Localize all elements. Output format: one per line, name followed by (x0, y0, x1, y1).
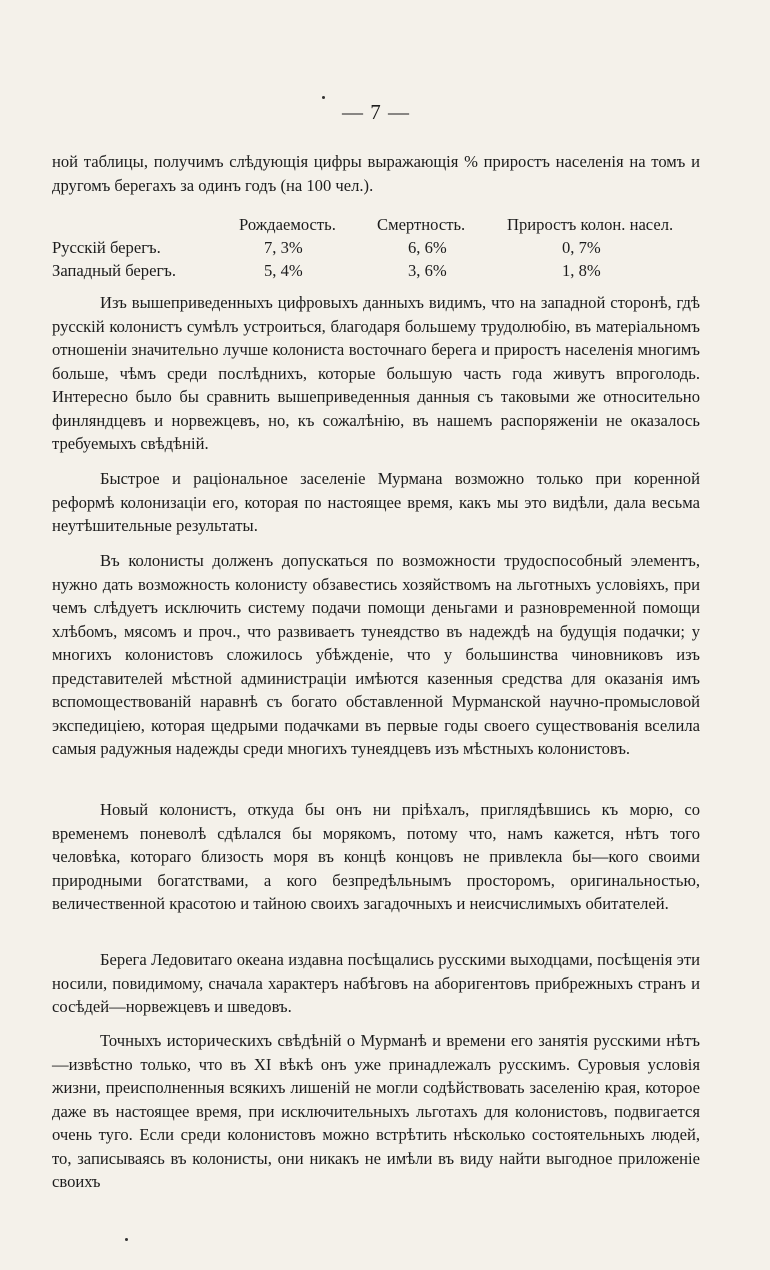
table-header: Приростъ колон. насел. (507, 215, 674, 234)
page-number: — 7 — (342, 100, 410, 124)
paragraph (52, 549, 700, 761)
table-header: Рождаемость. (239, 215, 336, 234)
table-cell: 1, 8% (562, 261, 601, 280)
table-cell: 5, 4% (264, 261, 303, 280)
paragraph-text: Въ колонисты долженъ допускаться по возможности трудоспособный элементъ, нужно дать возможность колонисту обзавестись хозяйствомъ на льготныхъ условіяхъ, при чемъ слѣдуетъ исключить систему подачи помощи деньгами и разновременной помощи хлѣбомъ, мясомъ и проч., что развиваетъ тунеядство въ надеждѣ на будущія подачки; у многихъ колонистовъ сложилось убѣжденіе, что у большинства чиновниковъ изъ представителей мѣстной администраціи имѣются казенныя средства для оказанія имъ вспомоществованій наравнѣ съ богато обставленной Мурманской научно-промысловой экспедиціею, которая щедрыми подачками въ первые годы своего существованія вселила самыя радужныя надежды среди многихъ тунеядцевъ изъ мѣстныхъ колонистовъ. (52, 551, 700, 758)
table-header: Смертность. (377, 215, 466, 234)
table-cell: Западный берегъ. (52, 261, 176, 280)
paragraph (52, 1029, 700, 1194)
table-cell: 6, 6% (408, 238, 447, 257)
paragraph-text: Берега Ледовитаго океана издавна посѣщались русскими выходцами, посѣщенія эти носили, повидимому, сначала характеръ набѣговъ на аборигентовъ прибрежныхъ странъ и сосѣдей—норвежцевъ и шведовъ. (52, 950, 700, 1016)
table-cell: Русскій берегъ. (52, 238, 161, 257)
table-cell: 7, 3% (264, 238, 303, 257)
intro-paragraph (52, 150, 700, 197)
paragraph-text: Изъ вышеприведенныхъ цифровыхъ данныхъ видимъ, что на западной сторонѣ, гдѣ русскій колонистъ сумѣлъ устроиться, благодаря большему трудолюбію, въ матеріальномъ отношеніи значительно лучше колониста восточнаго берега и приростъ населенія многимъ больше, чѣмъ среди послѣднихъ, которые большую часть года живутъ впроголодь. Интересно было бы сравнить вышеприведенныя данныя съ таковыми же относительно финляндцевъ и норвежцевъ, но, къ сожалѣнію, въ нашемъ распоряженіи не оказалось требуемыхъ свѣдѣній. (52, 293, 700, 453)
paragraph (52, 948, 700, 1019)
table-cell: 0, 7% (562, 238, 601, 257)
paragraph (52, 291, 700, 456)
paragraph (52, 467, 700, 538)
paragraph (52, 798, 700, 916)
table-row (52, 259, 700, 282)
paragraph-text: Быстрое и раціональное заселеніе Мурмана возможно только при коренной реформѣ колонизаціи его, которая по настоящее время, какъ мы это видѣли, дала весьма неутѣшительные результаты. (52, 469, 700, 535)
paragraph-text: Новый колонистъ, откуда бы онъ ни пріѣхалъ, приглядѣвшись къ морю, со временемъ поневолѣ сдѣлался бы морякомъ, потому что, намъ кажется, нѣтъ того человѣка, котораго близость моря въ концѣ концовъ не привлекла бы—кого своими природными богатствами, а кого безпредѣльнымъ просторомъ, оригинальностью, величественной красотою и тайною своихъ загадочныхъ и неисчислимыхъ обитателей. (52, 800, 700, 913)
table-row (52, 236, 700, 259)
population-table (52, 213, 700, 282)
book-page (52, 0, 700, 1270)
intro-text: ной таблицы, получимъ слѣдующія цифры выражающія % приростъ населенія на томъ и другомъ берегахъ за одинъ годъ (на 100 чел.). (52, 152, 700, 195)
ink-speck (322, 96, 325, 99)
table-cell: 3, 6% (408, 261, 447, 280)
paragraph-text: Точныхъ историческихъ свѣдѣній о Мурманѣ и времени его занятія русскими нѣтъ—извѣстно только, что въ XI вѣкѣ онъ уже принадлежалъ русскимъ. Суровыя условія жизни, преисполненныя всякихъ лишеній не могли содѣйствовать заселенію края, которое даже въ настоящее время, при исключительныхъ льготахъ для колонистовъ, подвигается очень туго. Если среди колонистовъ можно встрѣтить нѣсколько состоятельныхъ людей, то, записываясь въ колонисты, они никакъ не имѣли въ виду найти выгодное приложеніе своихъ (52, 1031, 700, 1191)
ink-speck (125, 1238, 128, 1241)
table-header-row (52, 213, 700, 236)
